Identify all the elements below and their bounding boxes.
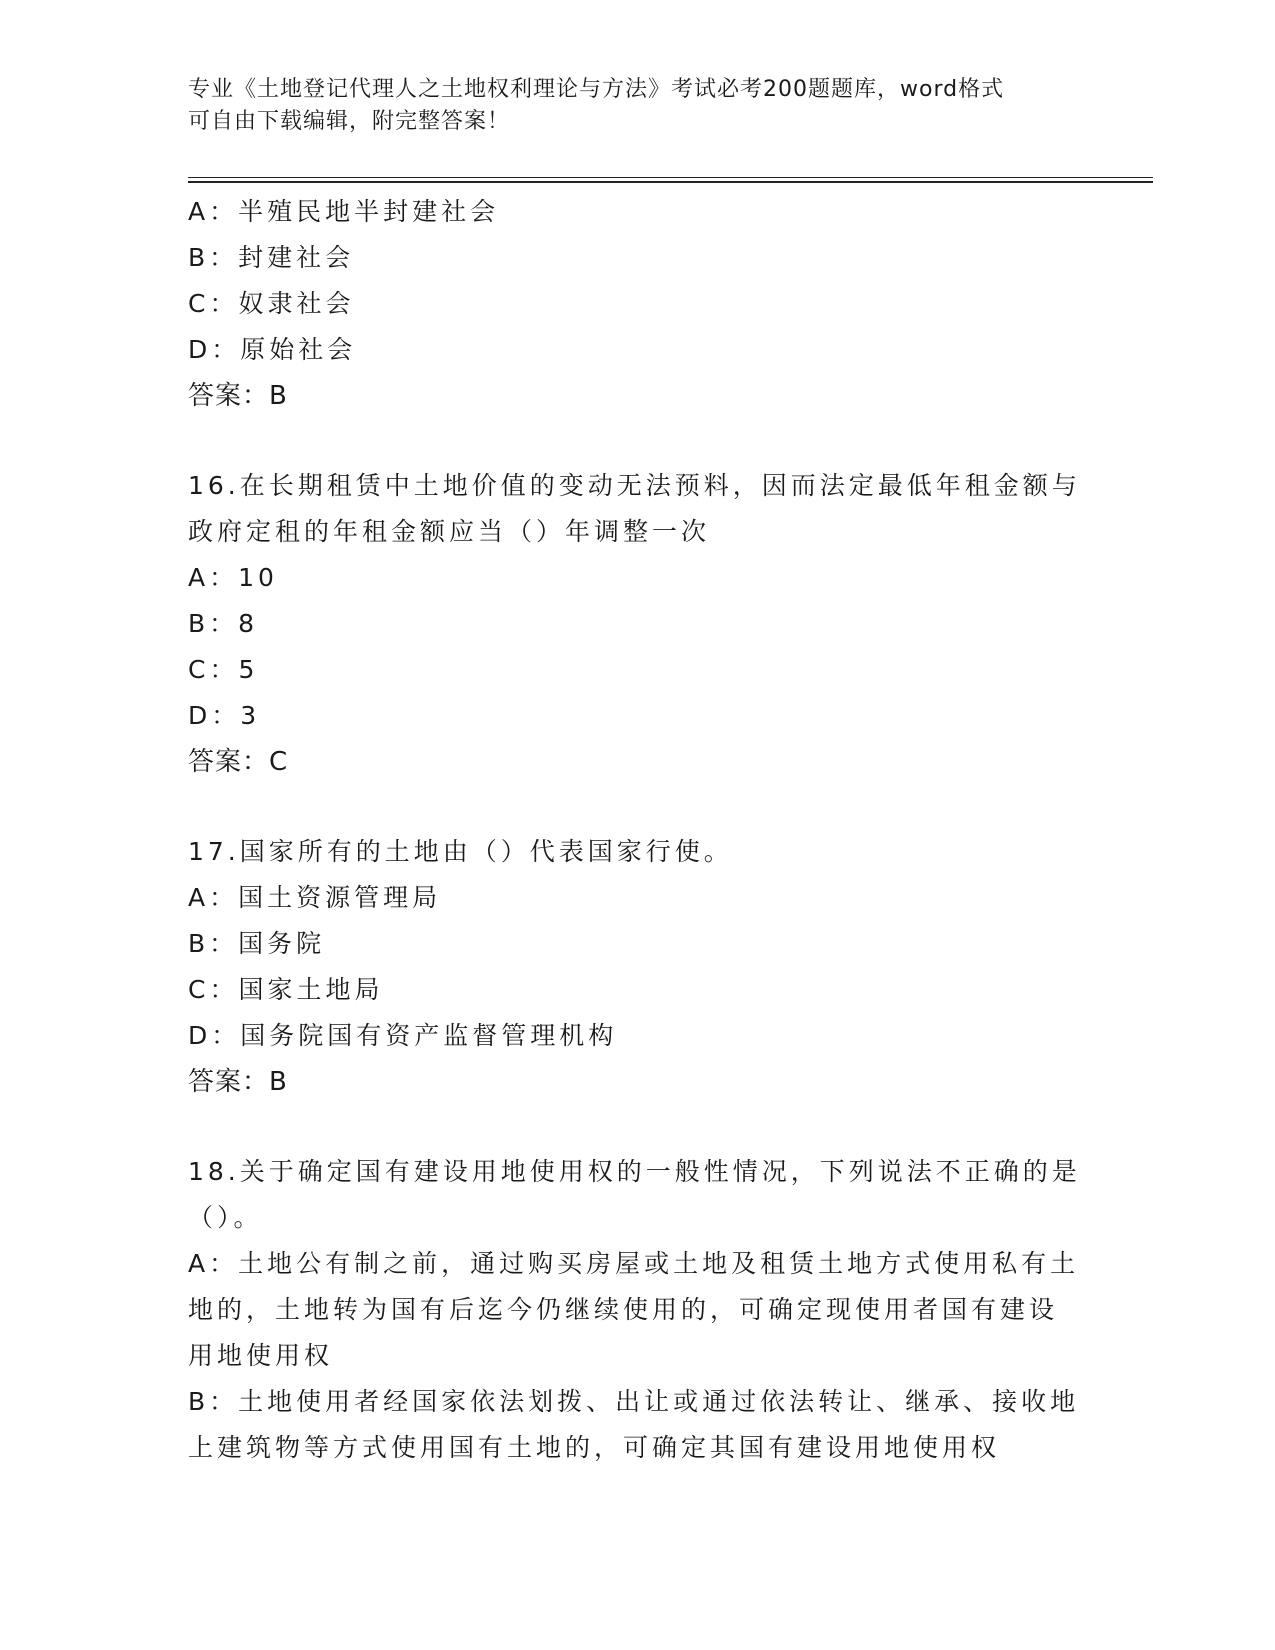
option-d: D：国务院国有资产监督管理机构 [188,1021,618,1050]
option-a: A：10 [188,563,278,592]
answer-line: 答案：C [188,747,289,777]
question-spacer [188,1105,1088,1149]
header-divider-thick [188,181,1153,183]
question-text-line: 16.在长期租赁中土地价值的变动无法预料，因而法定最低年租金额与 [188,471,1081,500]
question-spacer [188,419,1088,463]
option-b: B：封建社会 [188,243,355,272]
option-a: A：半殖民地半封建社会 [188,197,500,226]
option-b-continued: 上建筑物等方式使用国有土地的，可确定其国有建设用地使用权 [188,1433,1001,1462]
option-b: B：土地使用者经国家依法划拨、出让或通过依法转让、继承、接收地 [188,1387,1080,1416]
question-text-line: 17.国家所有的土地由（）代表国家行使。 [188,837,733,866]
option-a: A：国土资源管理局 [188,883,442,912]
option-b: B：国务院 [188,929,326,958]
question-16 [188,463,1088,785]
option-b: B：8 [188,609,259,638]
question-spacer [188,785,1088,829]
question-18 [188,1149,1088,1471]
option-d: D：原始社会 [188,335,357,364]
option-d: D：3 [188,701,261,730]
answer-line: 答案：B [188,1067,288,1097]
option-c: C：奴隶社会 [188,289,355,318]
answer-line: 答案：B [188,381,288,411]
question-text-line: 政府定租的年租金额应当（）年调整一次 [188,517,711,546]
option-a: A：土地公有制之前，通过购买房屋或土地及租赁土地方式使用私有土 [188,1249,1080,1278]
option-c: C：国家土地局 [188,975,384,1004]
question-list [188,189,1088,1471]
option-c: C：5 [188,655,259,684]
option-a-continued: 用地使用权 [188,1341,334,1370]
question-17 [188,829,1088,1105]
header-divider-thin [188,177,1153,178]
header-line-2: 可自由下载编辑，附完整答案！ [188,109,511,134]
option-a-continued: 地的，土地转为国有后迄今仍继续使用的，可确定现使用者国有建设 [188,1295,1059,1324]
document-header [188,74,1068,138]
question-text-line: 18.关于确定国有建设用地使用权的一般性情况，下列说法不正确的是 [188,1157,1081,1186]
header-line-1: 专业《土地登记代理人之土地权利理论与方法》考试必考200题题库，word格式 [188,77,1005,102]
question-15 [188,189,1088,419]
question-text-line: （）。 [188,1203,263,1232]
